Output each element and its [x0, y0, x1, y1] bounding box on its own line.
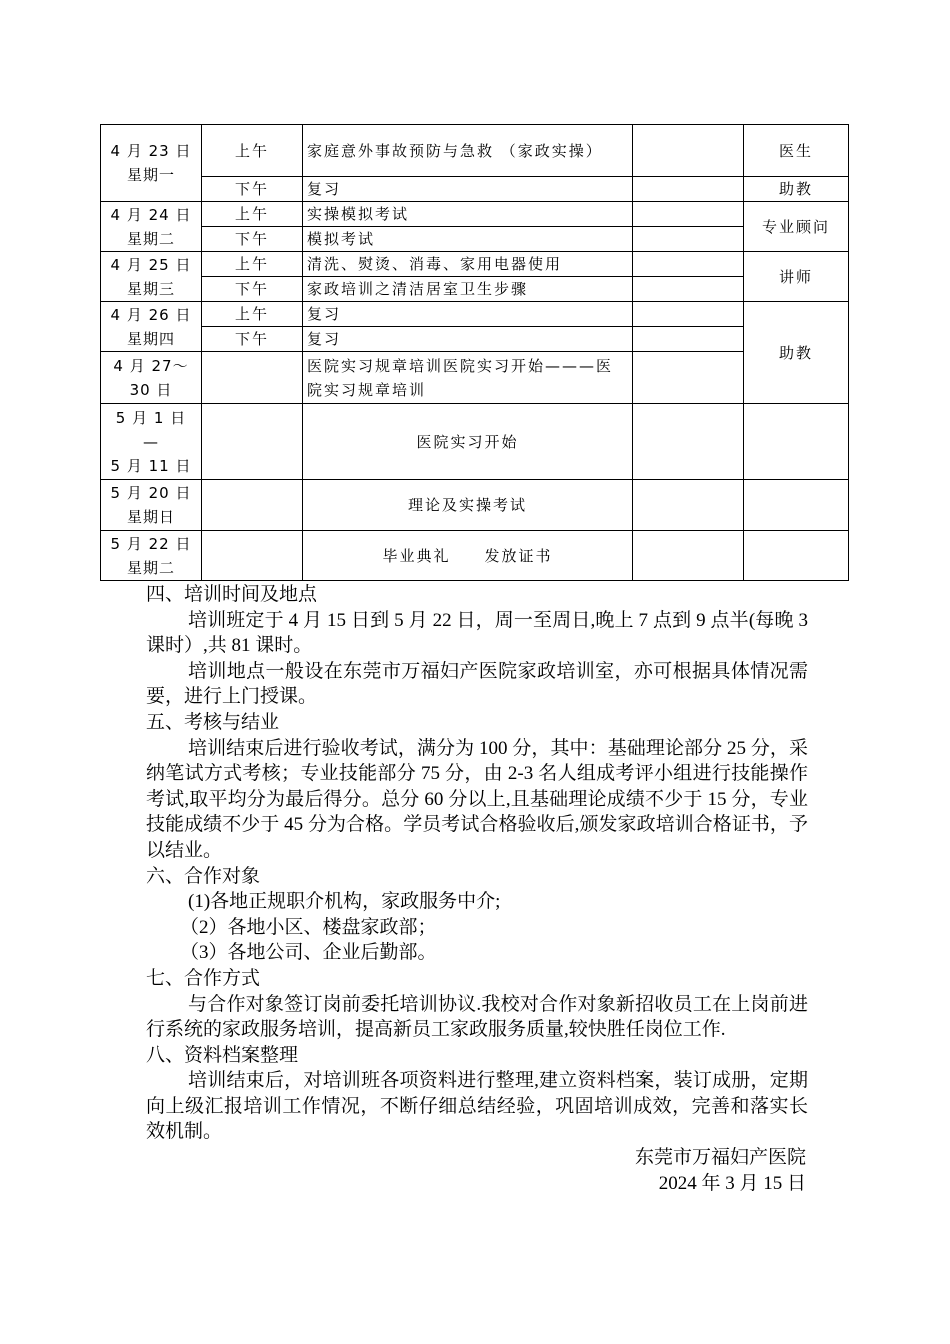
topic-cell: 家政培训之清洁居室卫生步骤 — [303, 277, 633, 302]
table-row — [101, 277, 849, 302]
topic-cell: 医院实习开始 — [303, 404, 633, 480]
session-cell: 下午 — [202, 177, 303, 202]
table-row — [101, 531, 849, 581]
table-row — [101, 202, 849, 227]
empty-cell — [633, 480, 744, 531]
table-row — [101, 302, 849, 327]
session-cell: 下午 — [202, 227, 303, 252]
table-row — [101, 227, 849, 252]
list-item: （3）各地公司、企业后勤部。 — [180, 942, 437, 964]
empty-cell — [744, 480, 849, 531]
table-row — [101, 404, 849, 480]
date-cell: 5 月 22 日 星期二 — [101, 531, 202, 581]
session-cell: 上午 — [202, 252, 303, 277]
table-row — [101, 252, 849, 277]
teacher-cell: 医生 — [744, 125, 849, 177]
teacher-cell: 专业顾问 — [744, 202, 849, 252]
signature-date: 2024 年 3 月 15 日 — [658, 1172, 806, 1194]
topic-cell: 实操模拟考试 — [303, 202, 633, 227]
empty-cell — [633, 327, 744, 352]
empty-cell — [744, 531, 849, 581]
paragraph: 培训结束后，对培训班各项资料进行整理,建立资料档案，装订成册，定期向上级汇报培训工作情况，不断仔细总结经验，巩固培训成效，完善和落实长效机制。 — [146, 1070, 808, 1143]
empty-cell — [633, 202, 744, 227]
table-row — [101, 480, 849, 531]
teacher-cell: 讲师 — [744, 252, 849, 302]
schedule-table — [100, 124, 849, 581]
empty-cell — [633, 125, 744, 177]
session-cell: 上午 — [202, 302, 303, 327]
list-item: （2）各地小区、楼盘家政部； — [180, 916, 437, 938]
topic-cell: 模拟考试 — [303, 227, 633, 252]
paragraph: 与合作对象签订岗前委托培训协议.我校对合作对象新招收员工在上岗前进行系统的家政服务培训，提高新员工家政服务质量,较快胜任岗位工作. — [146, 993, 808, 1041]
topic-cell: 复习 — [303, 302, 633, 327]
list-item: (1)各地正规职介机构，家政服务中介; — [188, 891, 501, 913]
date-cell: 4 月 25 日 星期三 — [101, 252, 202, 302]
topic-cell: 家庭意外事故预防与急救 （家政实操） — [303, 125, 633, 177]
session-cell: 上午 — [202, 202, 303, 227]
section-heading: 六、合作对象 — [146, 865, 261, 887]
paragraph: 培训地点一般设在东莞市万福妇产医院家政培训室，亦可根据具体情况需要，进行上门授课。 — [146, 660, 808, 708]
date-cell: 4 月 27～ 30 日 — [101, 352, 202, 404]
session-cell: 上午 — [202, 125, 303, 177]
session-cell: 下午 — [202, 277, 303, 302]
topic-cell: 复习 — [303, 327, 633, 352]
table-row — [101, 177, 849, 202]
topic-cell: 理论及实操考试 — [303, 480, 633, 531]
date-cell: 4 月 23 日 星期一 — [101, 125, 202, 202]
table-row — [101, 327, 849, 352]
empty-cell — [202, 352, 303, 404]
section-heading: 七、合作方式 — [146, 967, 261, 989]
date-cell: 4 月 24 日 星期二 — [101, 202, 202, 252]
date-cell: 4 月 26 日 星期四 — [101, 302, 202, 352]
empty-cell — [633, 352, 744, 404]
teacher-cell: 助教 — [744, 177, 849, 202]
empty-cell — [202, 531, 303, 581]
empty-cell — [202, 404, 303, 480]
empty-cell — [633, 302, 744, 327]
table-row — [101, 352, 849, 404]
section-heading: 五、考核与结业 — [146, 711, 280, 733]
teacher-cell: 助教 — [744, 302, 849, 404]
body-text — [146, 582, 808, 1196]
topic-cell: 医院实习规章培训医院实习开始———医院实习规章培训 — [303, 352, 633, 404]
section-heading: 四、培训时间及地点 — [146, 584, 318, 605]
empty-cell — [633, 277, 744, 302]
date-cell: 5 月 20 日 星期日 — [101, 480, 202, 531]
signature-org: 东莞市万福妇产医院 — [634, 1147, 806, 1169]
empty-cell — [633, 252, 744, 277]
empty-cell — [633, 177, 744, 202]
session-cell: 下午 — [202, 327, 303, 352]
paragraph: 培训班定于 4 月 15 日到 5 月 22 日，周一至周日,晚上 7 点到 9 点半(每晚 3 课时）,共 81 课时。 — [146, 609, 808, 657]
empty-cell — [633, 227, 744, 252]
empty-cell — [633, 531, 744, 581]
section-heading: 八、资料档案整理 — [146, 1044, 299, 1066]
date-cell: 5 月 1 日 — 5 月 11 日 — [101, 404, 202, 480]
topic-cell: 毕业典礼 发放证书 — [303, 531, 633, 581]
empty-cell — [744, 404, 849, 480]
table-row — [101, 125, 849, 177]
empty-cell — [202, 480, 303, 531]
topic-cell: 复习 — [303, 177, 633, 202]
empty-cell — [633, 404, 744, 480]
topic-cell: 清洗、熨烫、消毒、家用电器使用 — [303, 252, 633, 277]
paragraph: 培训结束后进行验收考试，满分为 100 分，其中：基础理论部分 25 分，采纳笔试方式考核；专业技能部分 75 分，由 2-3 名人组成考评小组进行技能操作考试,取平均分为最后得分。总分 60 分以上,且基础理论成绩不少于 15 分，专业技能成绩不少于 45 分为合格。学员考试合格验收后,颁发家政培训合格证书，予以结业。 — [146, 737, 808, 861]
